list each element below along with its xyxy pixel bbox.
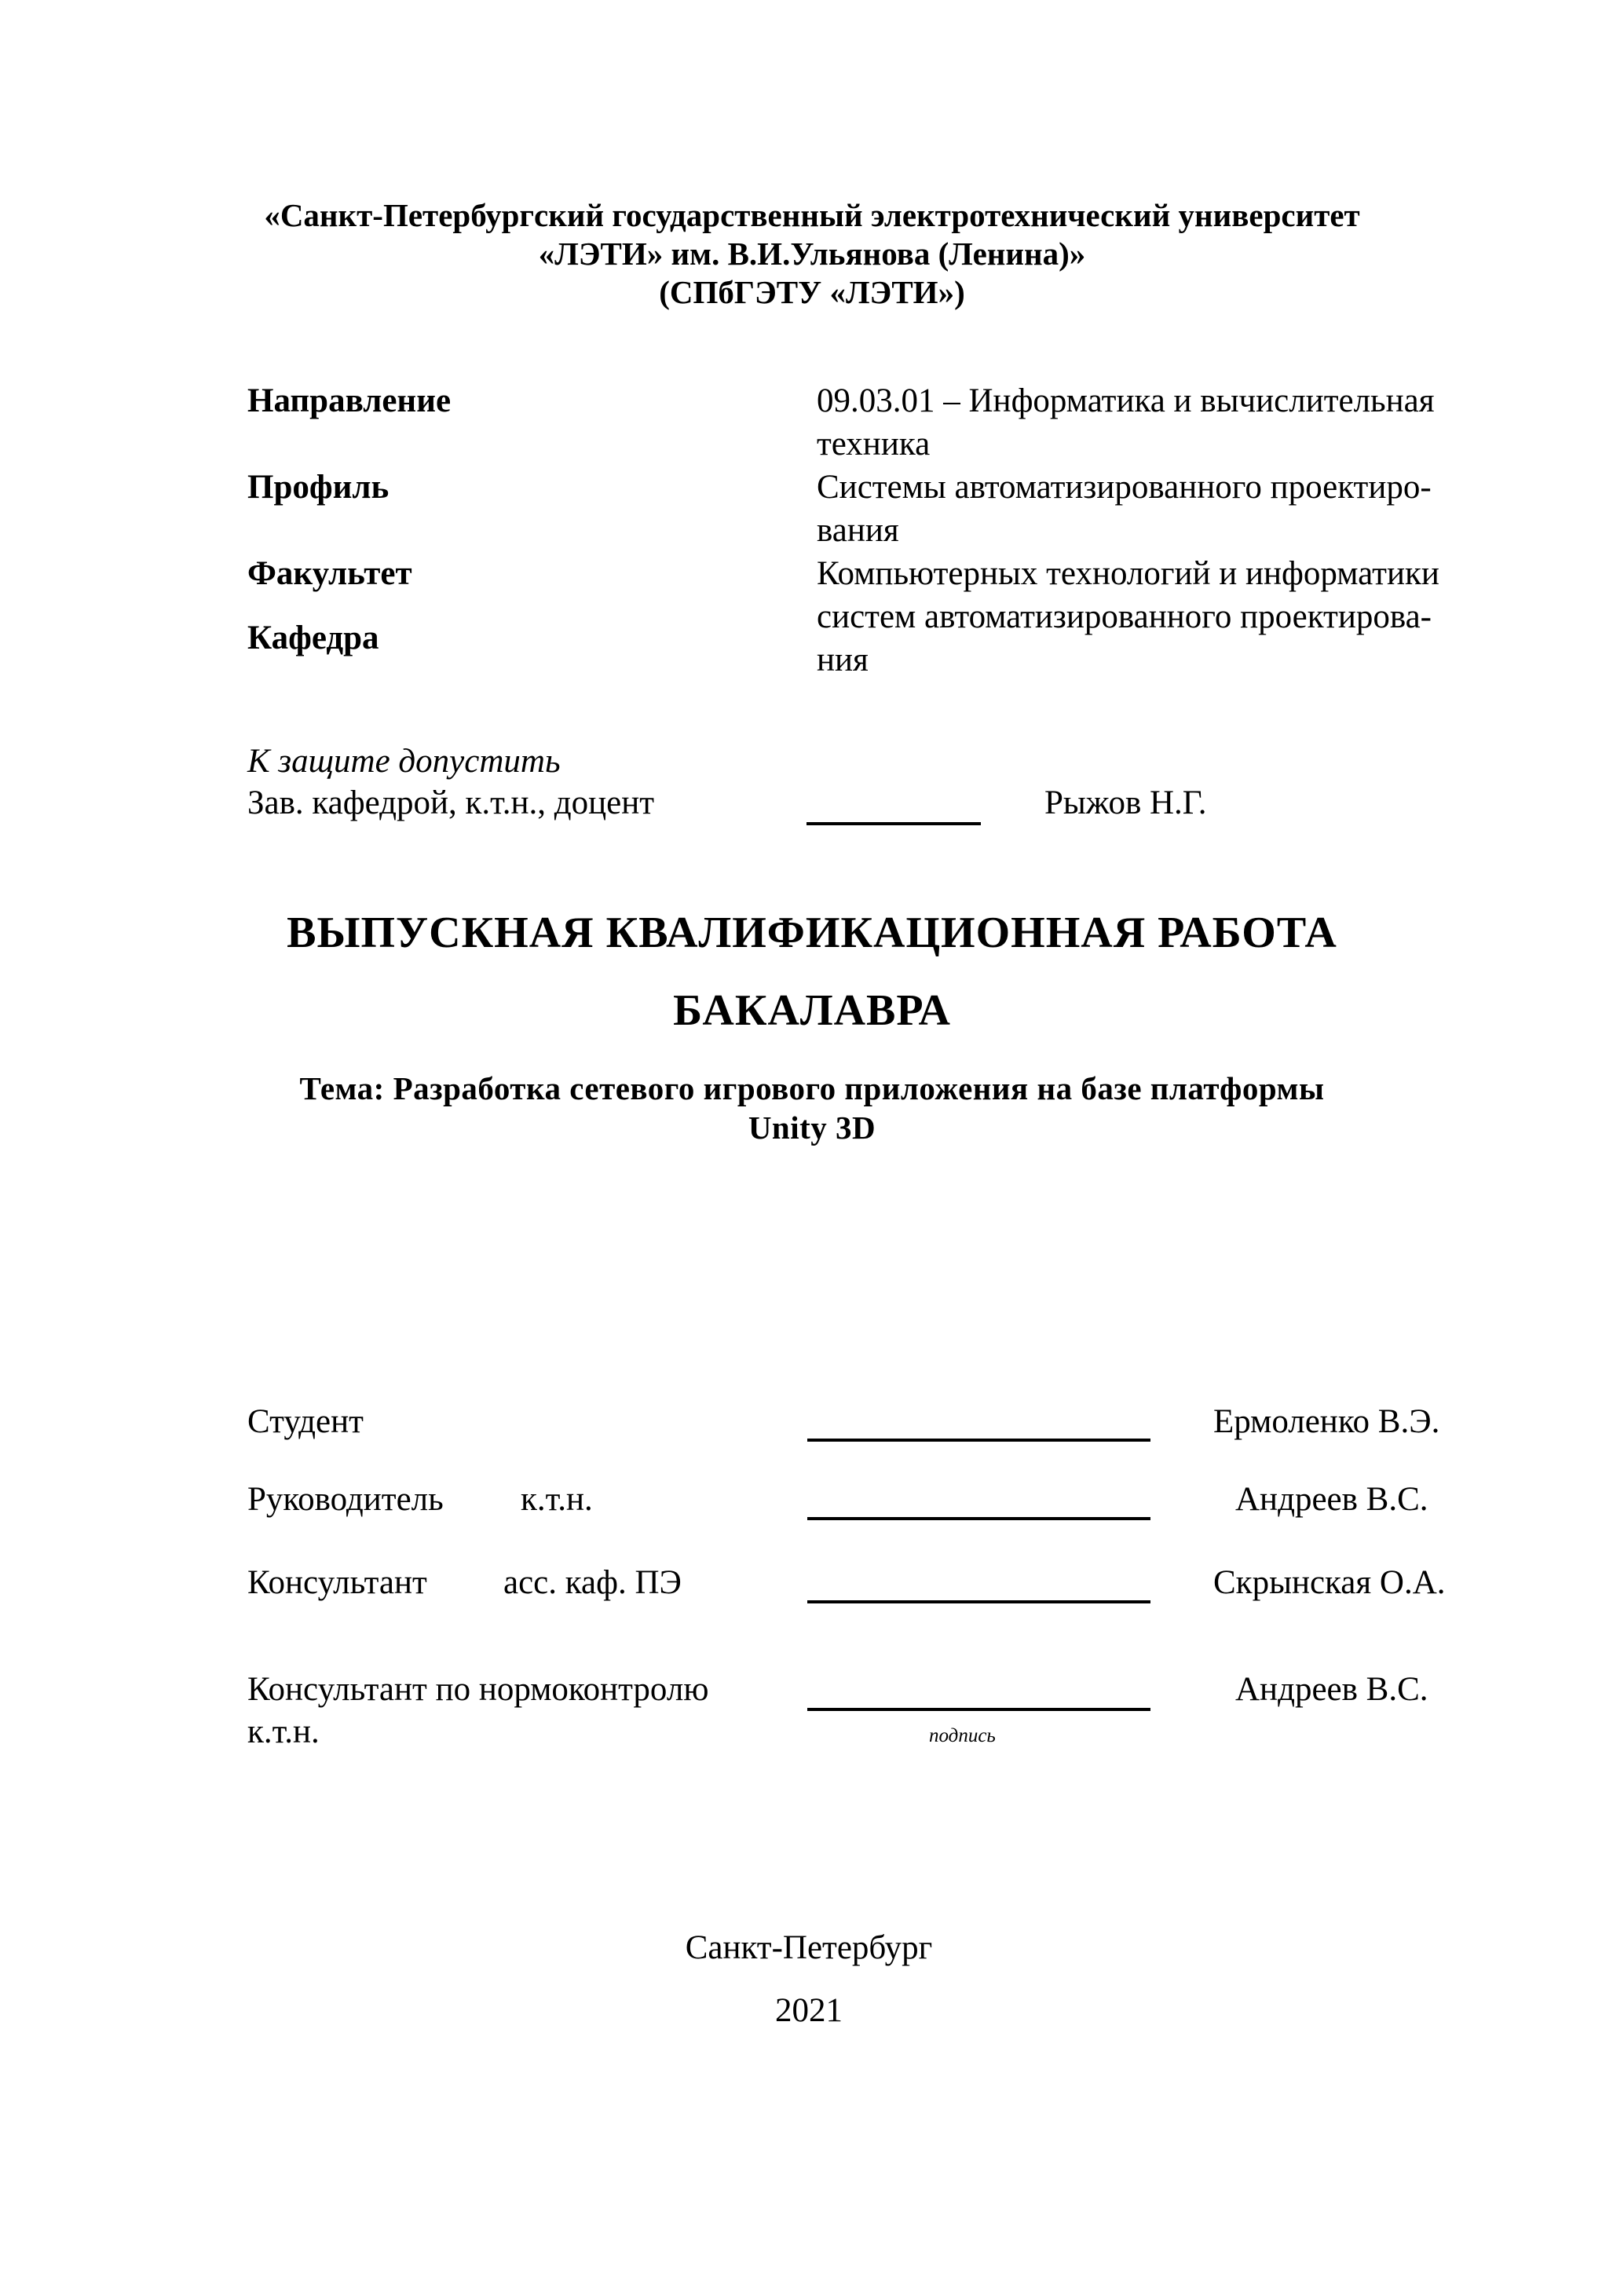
year: 2021: [775, 1992, 843, 2029]
department-label: Кафедра: [247, 620, 379, 656]
signature-hint: подпись: [929, 1725, 996, 1746]
department-value-line-1: систем автоматизированного проектирова-: [817, 598, 1432, 635]
university-abbreviation: (СПбГЭТУ «ЛЭТИ»): [659, 274, 965, 310]
approval-heading: К защите допустить: [247, 743, 561, 780]
direction-value-line-2: техника: [817, 426, 931, 462]
normcontrol-signature-line: [807, 1708, 1150, 1711]
profile-value-line-1: Системы автоматизированного проектиро-: [817, 469, 1432, 506]
consultant-signature-line: [807, 1600, 1150, 1603]
supervisor-name: Андреев В.С.: [1235, 1481, 1428, 1518]
topic-line-2: Unity 3D: [748, 1110, 876, 1146]
document-title-line-1: ВЫПУСКНАЯ КВАЛИФИКАЦИОННАЯ РАБОТА: [287, 909, 1337, 957]
approval-position: Зав. кафедрой, к.т.н., доцент: [247, 784, 655, 821]
normcontrol-name: Андреев В.С.: [1235, 1671, 1428, 1708]
consultant-name: Скрынская О.А.: [1213, 1564, 1446, 1601]
student-signature-line: [807, 1439, 1150, 1442]
document-title-line-2: БАКАЛАВРА: [673, 986, 951, 1035]
consultant-role: Консультант: [247, 1564, 427, 1601]
department-value-line-2: ния: [817, 642, 869, 678]
consultant-degree: асс. каф. ПЭ: [503, 1564, 682, 1601]
direction-label: Направление: [247, 382, 452, 419]
approval-signature-line: [807, 822, 981, 825]
university-name-line-2: «ЛЭТИ» им. В.И.Ульянова (Ленина)»: [538, 236, 1086, 272]
student-name: Ермоленко В.Э.: [1213, 1403, 1440, 1440]
student-role: Студент: [247, 1403, 364, 1440]
city: Санкт-Петербург: [685, 1929, 933, 1966]
topic-line-1: Тема: Разработка сетевого игрового приложения на базе платформы: [299, 1070, 1325, 1106]
faculty-value: Компьютерных технологий и информатики: [817, 555, 1439, 592]
faculty-label: Факультет: [247, 555, 412, 592]
normcontrol-degree: к.т.н.: [247, 1713, 320, 1750]
profile-value-line-2: вания: [817, 512, 899, 549]
university-name-line-1: «Санкт-Петербургский государственный электротехнический университет: [264, 197, 1360, 233]
supervisor-role: Руководитель: [247, 1481, 444, 1518]
profile-label: Профиль: [247, 469, 390, 506]
normcontrol-role: Консультант по нормоконтролю: [247, 1671, 709, 1708]
direction-value-line-1: 09.03.01 – Информатика и вычислительная: [817, 382, 1435, 419]
supervisor-signature-line: [807, 1517, 1150, 1520]
supervisor-degree: к.т.н.: [521, 1481, 593, 1518]
approval-name: Рыжов Н.Г.: [1044, 784, 1207, 821]
